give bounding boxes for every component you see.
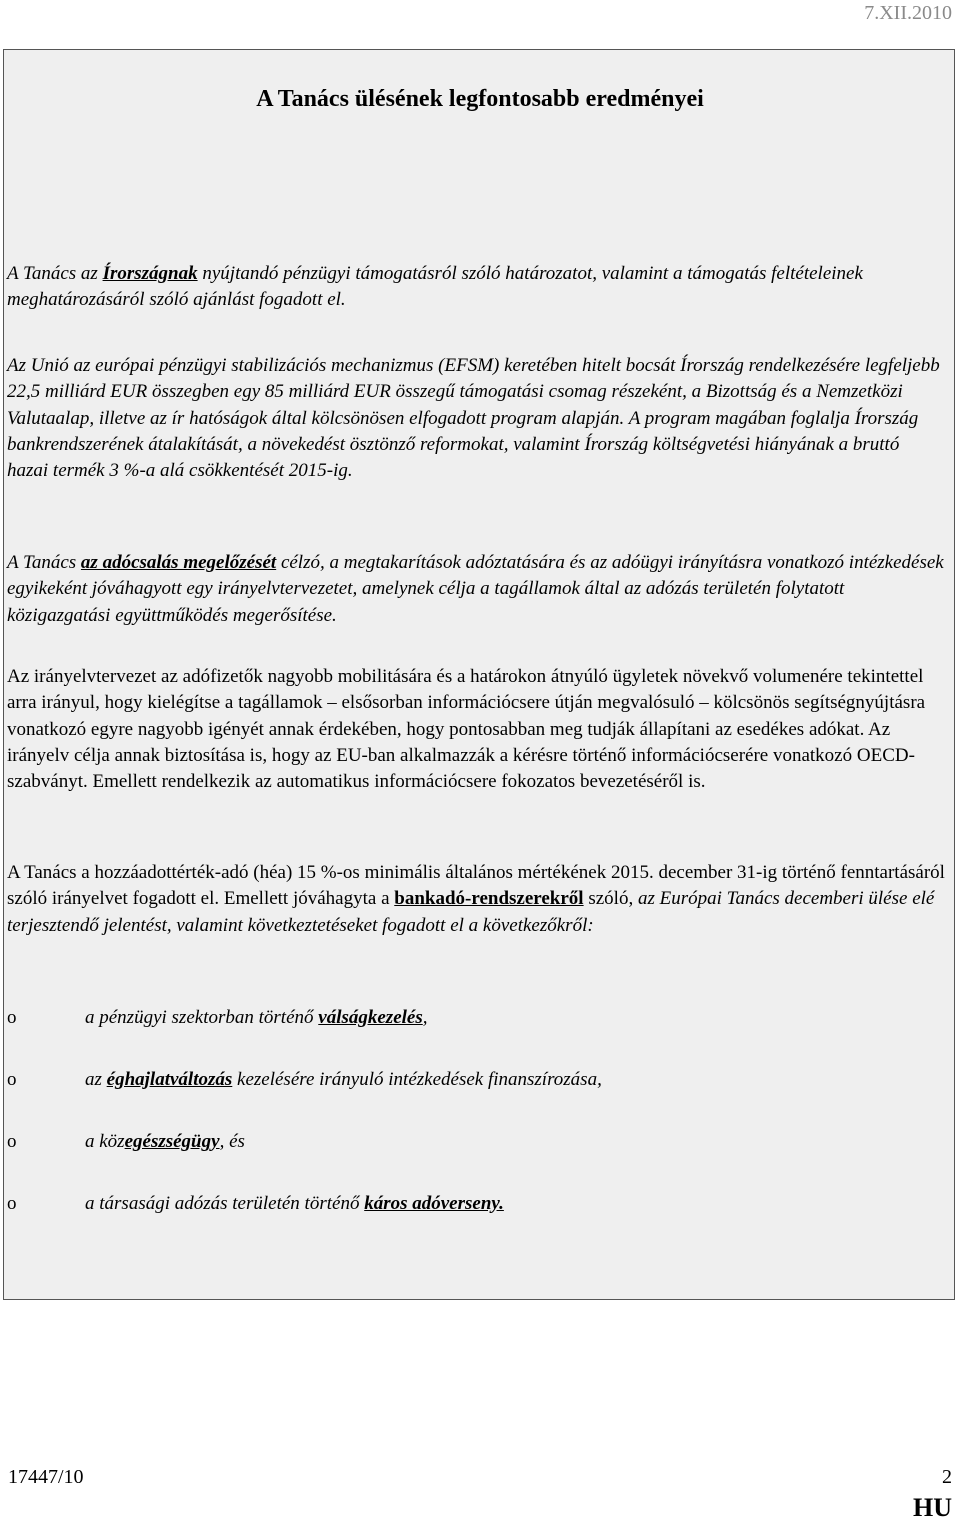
- bullet-mark: o: [7, 1131, 17, 1152]
- bullet-mark: o: [7, 1007, 17, 1028]
- list-item: o a közegészségügy, és: [7, 1129, 945, 1155]
- bullet-mark: o: [7, 1193, 17, 1214]
- paragraph-ireland-decision: A Tanács az Írországnak nyújtandó pénzügyi támogatásról szóló határozatot, valamint a támogatás feltételeinek meghatározásáról szóló ajánlást fogadott el.: [7, 263, 863, 311]
- header-date: 7.XII.2010: [864, 2, 952, 24]
- paragraph-tax-fraud: A Tanács az adócsalás megelőzését célzó, a megtakarítások adóztatására és az adóügyi irányításra vonatkozó intézkedések egyikeként jóváhagyott egy irányelvtervezetet, amelynek célja a tagállamok által az adózás területén folytatott közigazgatási együttműködés megerősítése.: [7, 552, 944, 626]
- tax-fraud-emphasis: az adócsalás megelőzését: [80, 552, 277, 573]
- list-item: o az éghajlatváltozás kezelésére irányuló intézkedések finanszírozása,: [7, 1067, 945, 1093]
- bank-levy-emphasis: bankadó-rendszerekről: [394, 888, 584, 910]
- page-number: 2: [942, 1466, 952, 1488]
- paragraph-vat: A Tanács a hozzáadottérték-adó (héa) 15 %-os minimális általános mértékének 2015. december 31-ig történő fenntartásáról szóló irányelvet fogadott el. Emellett jóváhagyta a bankadó-rendszerekről szóló, az Európai Tanács decemberi ülése elé terjesztendő jelentést, valamint következtetéseket fogadott el a következőkről:: [7, 862, 945, 936]
- document-reference: 17447/10: [8, 1466, 84, 1488]
- ireland-emphasis: Írországnak: [102, 263, 198, 284]
- language-code: HU: [913, 1493, 952, 1522]
- list-item: o a pénzügyi szektorban történő válságkezelés,: [7, 1005, 945, 1031]
- paragraph-efsm: Az Unió az európai pénzügyi stabilizációs mechanizmus (EFSM) keretében hitelt bocsát Írország rendelkezésére legfeljebb 22,5 milliárd EUR összegben egy 85 milliárd EUR összegű támogatási csomag részeként, a Bizottság és a Nemzetközi Valutaalap, illetve az ír hatóságok által kölcsönösen elfogadott program alapján. A program magában foglalja Írország bankrendszerének átalakítását, a növekedést ösztönző reformokat, valamint Írország költségvetési hiányának a bruttó hazai termék 3 %-a alá csökkentését 2015-ig.: [7, 355, 940, 482]
- bullet-mark: o: [7, 1069, 17, 1090]
- paragraph-directive: Az irányelvtervezet az adófizetők nagyobb mobilitására és a határokon átnyúló ügyletek növekvő volumenére tekintettel arra irányul, hogy kielégítse a tagállamok – elsősorban információcsere útján megvalósuló – kölcsönös segítségnyújtásra vonatkozó egyre nagyobb igényét annak érdekében, hogy pontosabban meg tudják állapítani az esedékes adókat. Az irányelv célja annak biztosítása is, hogy az EU-ban alkalmazzák a kérésre történő információcserére vonatkozó OECD-szabványt. Emellett rendelkezik az automatikus információcsere fokozatos bevezetéséről is.: [7, 666, 926, 793]
- list-item: o a társasági adózás területén történő káros adóverseny.: [7, 1191, 945, 1217]
- page-title: A Tanács ülésének legfontosabb eredményei: [256, 86, 704, 112]
